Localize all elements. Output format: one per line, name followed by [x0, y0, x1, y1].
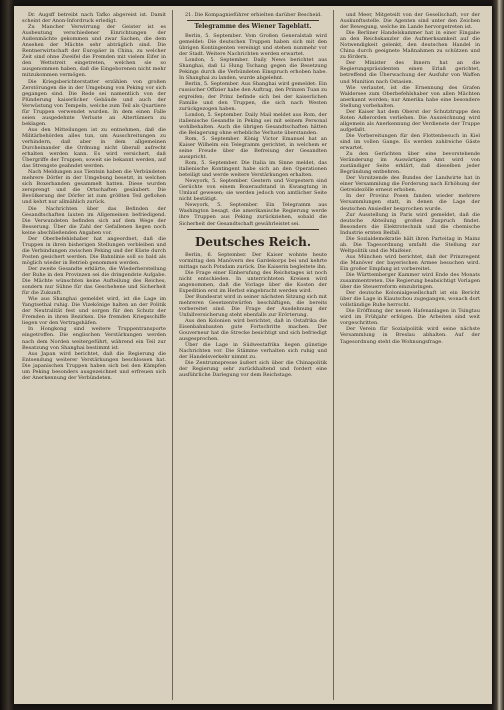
article-paragraph: Der zweite Gesandte erklärte, die Wiederherstellung der Ruhe in den Provinzen sei die dringendste Aufgabe. Die Mächte wünschten keine Aufteilung des Reiches, sondern nur Sühne für das Geschehene und Sicherheit für die Zukunft.: [22, 265, 166, 297]
article-paragraph: In Hongkong sind weitere Truppentransporte eingetroffen. Die englischen Verstärkungen werden nach dem Norden weitergeführt, während ein Teil zur Besatzung von Shanghai bestimmt ist.: [22, 326, 166, 351]
article-paragraph: Berlin, 6. September. Der Kaiser wohnte heute vormittag den Manövern des Gardekorps bei und kehrte mittags nach Potsdam zurück. Die Kaiserin begleitete ihn.: [179, 251, 327, 270]
article-paragraph: Die Sozialdemokratie hält ihren Parteitag in Mainz ab. Die Tagesordnung umfaßt die Stellung zur Weltpolitik und die Maifeier.: [340, 235, 480, 254]
article-paragraph: Die Eröffnung der neuen Hafenanlagen in Tsingtau wird im Frühjahr erfolgen. Die Arbeiten sind weit vorgeschritten.: [340, 308, 480, 327]
column-rule: [333, 10, 334, 700]
article-paragraph: Nach Meldungen aus Tientsin haben die Verbündeten mehrere Dörfer in der Umgebung besetzt, in welchen sich Boxerbanden gesammelt hatten. Diese wurden zersprengt und die Ortschaften gesäubert. Die Bevölkerung der Dörfer ist zum größten Teil geflohen und kehrt nur allmählich zurück.: [22, 169, 166, 206]
article-paragraph: Berlin, 5. September. Aus Shanghai wird gemeldet: Ein russischer Offizier habe den Auftrag, den Prinzen Tuan zu ergreifen; der Prinz befinde sich bei der kaiserlichen Familie und den Truppen, die sich nach Westen zurückgezogen haben.: [179, 81, 327, 112]
column-middle: [179, 12, 327, 698]
column-right: [340, 12, 480, 698]
article-paragraph: Rom, 5. September. Die Italia im Sinne meldet, das italienische Kontingent habe sich an den Operationen beteiligt und werde weitere Verstärkungen erhalten.: [179, 160, 327, 179]
column-rule: [172, 10, 173, 700]
divider: [187, 229, 319, 230]
article-paragraph: Der Oberbefehlshaber hat angeordnet, daß die Truppen in ihren bisherigen Stellungen verbleiben und die Verbindungen zwischen Peking und der Küste durch Posten gesichert werden. Die Bahnlinie soll so bald als möglich wieder in Betrieb genommen werden.: [22, 235, 166, 266]
article-paragraph: Wie verlautet, ist die Ernennung des Grafen Waldersee zum Oberbefehlshaber von allen Mächten anerkannt worden; nur Amerika habe eine besondere Stellung vorbehalten.: [340, 84, 480, 109]
article-paragraph: Aus München wird berichtet, daß der Prinzregent die Manöver der bayerischen Armee besuchen wird. Ein großer Empfang ist vorbereitet.: [340, 253, 480, 272]
article-paragraph: In der Provinz Posen fanden wieder mehrere Versammlungen statt, in denen die Lage der deutschen Ansiedler besprochen wurde.: [340, 193, 480, 212]
article-paragraph: Aus den Kolonien wird berichtet, daß in Ostafrika die Eisenbahnbauten gute Fortschritte machen. Der Gouverneur hat die Strecke besichtigt und sich befriedigt ausgesprochen.: [179, 318, 327, 343]
article-paragraph: London, 5. September. Daily Mail meldet aus Rom, der italienische Gesandte in Peking sei mit seinem Personal wohlbehalten. Auch die übrigen Gesandtschaften hätten die Belagerung ohne erhebliche Verluste überstanden.: [179, 111, 327, 136]
article-paragraph: Die Frage einer Einberufung des Reichstages ist noch nicht entschieden. In unterrichteten Kreisen wird angenommen, daß die Vorlage über die Kosten der Expedition erst im Herbst eingebracht werden wird.: [179, 269, 327, 294]
article-paragraph: Die Berliner Handelskammer hat in einer Eingabe an den Reichskanzler die Aufmerksamkeit auf die Notwendigkeit gelenkt, den deutschen Handel in China durch geeignete Maßnahmen zu schützen und zu fördern.: [340, 30, 480, 61]
divider: [187, 20, 319, 21]
article-paragraph: Die Kriegsberichterstatter erzählen von großen Zerstörungen die in der Umgebung von Peking vor sich gegangen sind. Die Rede sei namentlich von der Plünderung kaiserlicher Gebäude und auch der Verwüstung von Tempeln, welche zum Teil als Quartiere für Truppen verwendet wurden. In dem einen Falle seien ausgedehnte Verluste an Altertümern zu beklagen.: [22, 78, 166, 127]
article-paragraph: Der Kaiser hat dem Oberst der Schutztruppe den Roten Adlerorden verliehen. Die Auszeichnung wird allgemein als Anerkennung der Verdienste der Truppe aufgefaßt.: [340, 108, 480, 133]
article-paragraph: Wie aus Shanghai gemeldet wird, ist die Lage im Yangtsethal ruhig. Die Vizekönige halten an der Politik der Neutralität fest und sorgen für den Schutz der Fremden in ihren Bezirken. Die fremden Kriegsschiffe liegen vor den Vertragshäfen.: [22, 296, 166, 327]
article-paragraph: Newyork, 5. September. Gestern und Vorgestern sind Gerüchte von einem Boxeraufstand in Kwangtung in Umlauf gewesen; sie werden jedoch von amtlicher Seite nicht bestätigt.: [179, 178, 327, 203]
article-paragraph: Berlin, 5. September. Vom Großen Generalstab wird gemeldet: Die deutschen Truppen haben sich mit den übrigen Kontingenten vereinigt und stehen nunmehr vor der Stadt. Weitere Nachrichten werden erwartet.: [179, 33, 327, 58]
article-paragraph: Die Zentrumspresse äußert sich über die Chinapolitik der Regierung sehr zurückhaltend und fordert eine ausführliche Darlegung vor dem Reichstage.: [179, 360, 327, 379]
article-paragraph: Zu den Gerüchten über eine bevorstehende Veränderung im Auswärtigen Amt wird von zuständiger Seite erklärt, daß dieselben jeder Begründung entbehren.: [340, 151, 480, 176]
article-paragraph: Der Bundesrat wird in seiner nächsten Sitzung sich mit mehreren Gesetzentwürfen beschäftigen, die bereits vorbereitet sind. Die Frage der Ausdehnung der Unfallversicherung steht ebenfalls zur Erörterung.: [179, 293, 327, 319]
article-paragraph: London, 5. September. Daily News berichtet aus Shanghai, daß Li Hung Tschang gegen die Besetzung Pekings durch die Verbündeten Einspruch erhoben habe. In Shanghai zu landen, wurde abgelehnt.: [179, 57, 327, 82]
article-paragraph: und Meer, Mitgeteilt von der Gesellschaft, vor der Auskunftsstelle. Die Agenten sind unter den Zeichen der Bewegung, welche im Lande hervorgetreten ist.: [340, 12, 480, 31]
article-paragraph: Der deutsche Kolonialgesellschaft ist ein Bericht über die Lage in Kiautschou zugegangen, wonach dort vollständige Ruhe herrscht.: [340, 290, 480, 309]
section-headline: Deutsches Reich.: [194, 234, 312, 249]
article-paragraph: Aus Japan wird berichtet, daß die Regierung die Entsendung weiterer Verstärkungen beschlossen hat. Die japanischen Truppen haben sich bei den Kämpfen um Peking besonders ausgezeichnet und erfreuen sich der Anerkennung der Verbündeten.: [22, 350, 166, 381]
book-spine: [0, 0, 14, 710]
article-paragraph: Zu Mancher Verwirrung der Geister ist es Ausbeutung verschiedener Einrichtungen der Außenmächte gekommen und zwar Sachen, die dem Ansehen der Mächte sehr abträglich sind. Die Rentnerwirtschaft der Europäer in China, zu welcher Zeit sind ohne Zweifel die Fremden mit vielem Eifer in den Wettstreit eingetreten, welchen sie so ausgenommen haben, daß die Eingeborenen nicht mehr mitzukommen vermögen.: [22, 24, 166, 79]
newspaper-page: [14, 6, 492, 704]
article-paragraph: Der Verein für Sozialpolitik wird seine nächste Versammlung in Breslau abhalten. Auf der Tagesordnung steht die Wohnungsfrage.: [340, 326, 480, 345]
article-paragraph: Zur Ausstellung in Paris wird gemeldet, daß die deutsche Abteilung großen Zuspruch findet. Besonders die Elektrotechnik und die chemische Industrie ernten Beifall.: [340, 211, 480, 236]
page-edge: [492, 0, 504, 710]
intro-text: 21. Die Kompagnieführer erhielten darüber Bescheid.: [185, 12, 322, 18]
article-paragraph: Der Vorsitzende des Bundes der Landwirte hat in einer Versammlung die Forderung nach Erhöhung der Getreidezölle erneut erhoben.: [340, 175, 480, 194]
article-paragraph: Rom, 5. September. König Victor Emanuel hat an Kaiser Wilhelm ein Telegramm gerichtet, in welchem er seine Freude über die Befreiung der Gesandten ausspricht.: [179, 135, 327, 160]
article-paragraph: Dr. Augsff betreibt nach Tafko abgereist ist. Damit scheint der Anon-Infordruck erledigt.: [22, 12, 166, 25]
article-paragraph: Aus den Mitteilungen ist zu entnehmen, daß die Militärbehörden alles tun, um Ausschreitungen zu verhindern, daß aber in dem allgemeinen Durcheinander die Ordnung nicht überall aufrecht erhalten werden kann. Es wird versichert, daß Übergriffe der Truppen, soweit sie bekannt werden, auf das Strengste geahndet werden.: [22, 126, 166, 170]
article-paragraph: Newyork, 5. September. Ein Telegramm aus Washington besagt, die amerikanische Regierung werde ihre Truppen aus Peking zurückziehen, sobald die Sicherheit der Gesandtschaft gewährleistet sei.: [179, 202, 327, 227]
column-left: [22, 12, 166, 698]
article-paragraph: Die Vorbereitungen für den Flottenbesuch in Kiel sind im vollen Gange. Es werden zahlreiche Gäste erwartet.: [340, 132, 480, 152]
article-paragraph: Die Nachrichten über das Befinden der Gesandtschaften lauten im Allgemeinen befriedigend. Die Verwundeten befinden sich auf dem Wege der Besserung. Über die Zahl der Gefallenen liegen noch keine abschließenden Angaben vor.: [22, 205, 166, 236]
article-paragraph: Die Württemberger Kammer wird Ende des Monats zusammentreten. Die Regierung beabsichtigt Vorlagen über die Steuerreform einzubringen.: [340, 272, 480, 291]
article-paragraph: Über die Lage in Südwestafrika liegen günstige Nachrichten vor. Die Stämme verhalten sich ruhig und der Handelsverkehr nimmt zu.: [179, 342, 327, 361]
article-paragraph: Der Minister des Innern hat an die Regierungspräsidenten einen Erlaß gerichtet, betreffend die Überwachung der Ausfuhr von Waffen und Munition nach Ostasien.: [340, 60, 480, 85]
telegram-headline: Telegramme des Wiener Tageblatt.: [194, 23, 312, 31]
